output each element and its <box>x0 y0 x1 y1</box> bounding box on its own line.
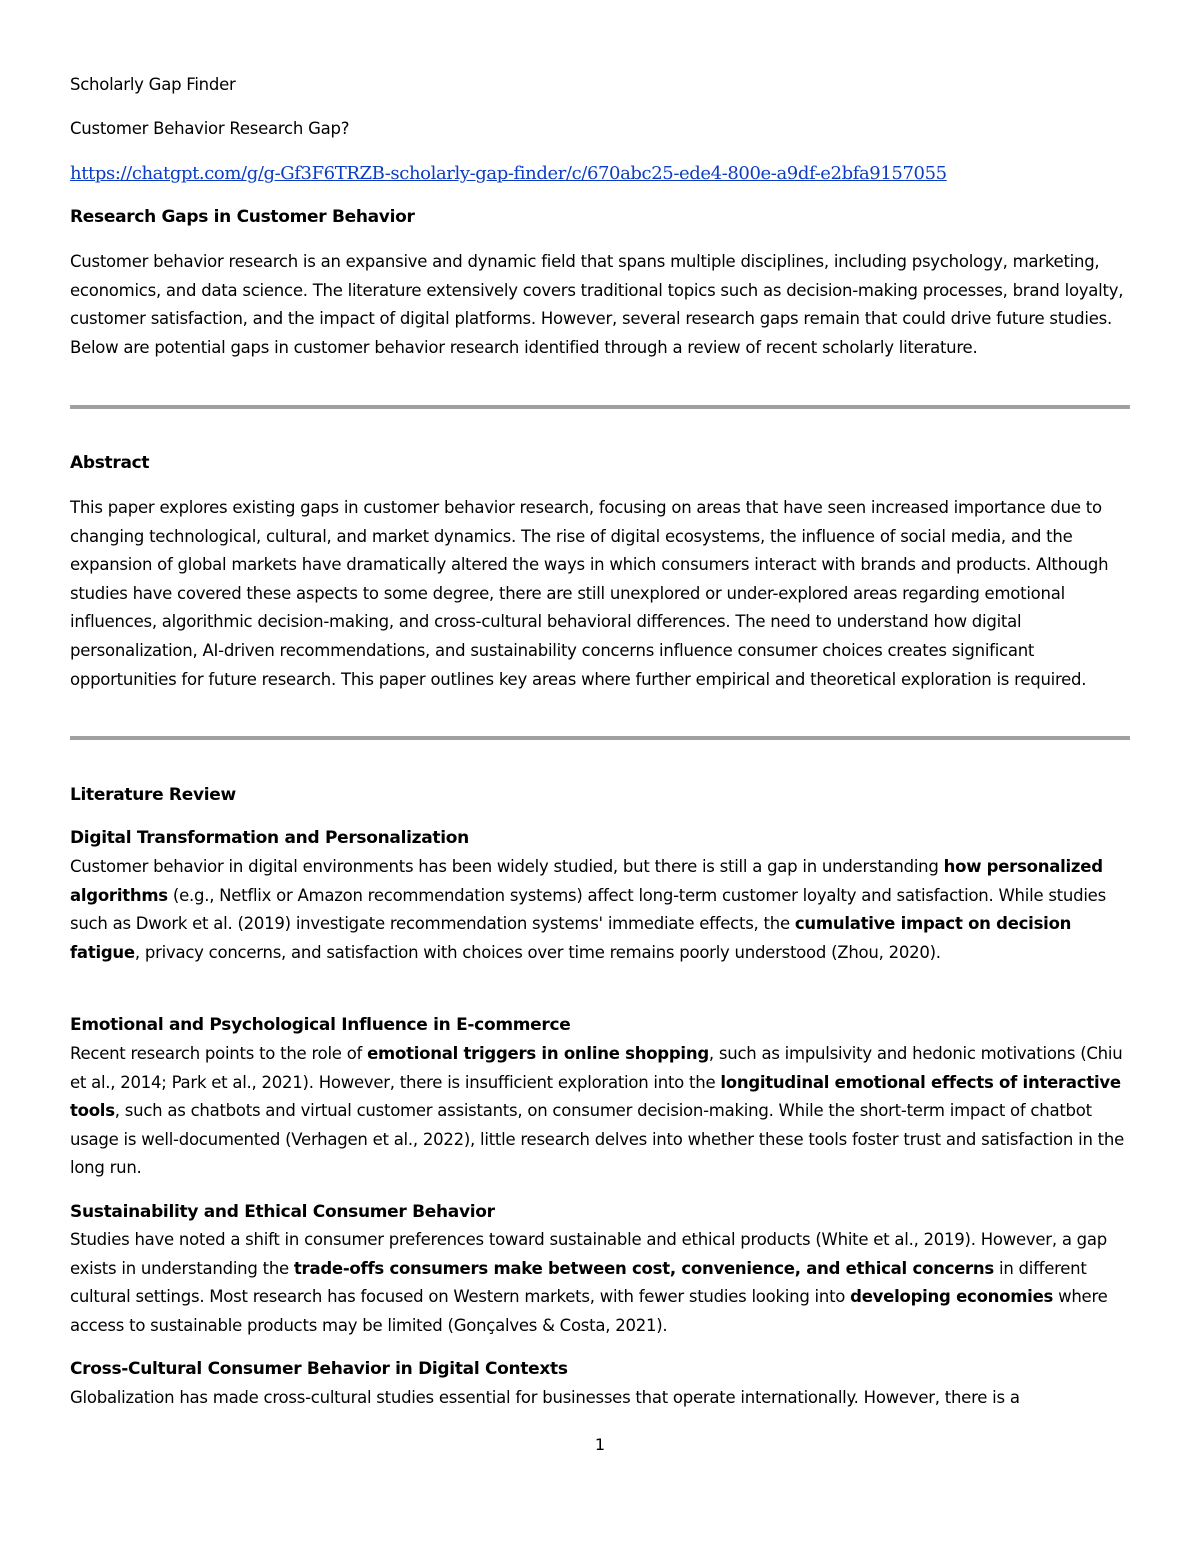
section-divider <box>70 736 1130 740</box>
literature-title: Literature Review <box>70 785 236 805</box>
abstract-body: This paper explores existing gaps in customer behavior research, focusing on areas that have seen increased importance due to changing technological, cultural, and market dynamics. The rise of digital ecosystems, the influence of social media, and the expansion of global markets have dramatically altered the ways in which consumers interact with brands and products. Although studies have covered these aspects to some degree, there are still unexplored or under-explored areas regarding emotional influences, algorithmic decision-making, and cross-cultural behavioral differences. The need to understand how digital personalization, AI-driven recommendations, and sustainability concerns influence consumer choices creates significant opportunities for future research. This paper outlines key areas where further empirical and theoretical exploration is required. <box>70 498 1109 689</box>
s4-body: Globalization has made cross-cultural studies essential for businesses that operate internationally. However, there is a <box>70 1388 1020 1407</box>
s1-body: Customer behavior in digital environments has been widely studied, but there is still a gap in understanding how personalized algorithms (e.g., Netflix or Amazon recommendation systems) affect long-term customer loyalty and satisfaction. While studies such as Dwork et al. (2019) investigate recommendation systems' immediate effects, the cumulative impact on decision fatigue, privacy concerns, and satisfaction with choices over time remains poorly understood (Zhou, 2020). <box>70 857 1106 962</box>
app-name: Scholarly Gap Finder <box>70 75 236 94</box>
s1-title: Digital Transformation and Personalization <box>70 828 469 848</box>
conversation-link[interactable]: https://chatgpt.com/g/g-Gf3F6TRZB-scholarly-gap-finder/c/670abc25-ede4-800e-a9df-e2bfa9157055 <box>70 163 947 184</box>
s2-body: Recent research points to the role of emotional triggers in online shopping, such as impulsivity and hedonic motivations (Chiu et al., 2014; Park et al., 2021). However, there is insufficient exploration into the longitudinal emotional effects of interactive tools, such as chatbots and virtual customer assistants, on consumer decision-making. While the short-term impact of chatbot usage is well-documented (Verhagen et al., 2022), little research delves into whether these tools foster trust and satisfaction in the long run. <box>70 1044 1124 1178</box>
s2-title: Emotional and Psychological Influence in E-commerce <box>70 1015 571 1035</box>
page-number: 1 <box>594 1435 606 1454</box>
query-text: Customer Behavior Research Gap? <box>70 119 350 138</box>
intro-title: Research Gaps in Customer Behavior <box>70 207 415 227</box>
abstract-title: Abstract <box>70 453 150 473</box>
s4-title: Cross-Cultural Consumer Behavior in Digital Contexts <box>70 1359 568 1379</box>
s3-title: Sustainability and Ethical Consumer Behavior <box>70 1202 495 1222</box>
s3-body: Studies have noted a shift in consumer preferences toward sustainable and ethical products (White et al., 2019). However, a gap exists in understanding the trade-offs consumers make between cost, convenience, and ethical concerns in different cultural settings. Most research has focused on Western markets, with fewer studies looking into developing economies where access to sustainable products may be limited (Gonçalves & Costa, 2021). <box>70 1230 1108 1335</box>
intro-body: Customer behavior research is an expansive and dynamic field that spans multiple disciplines, including psychology, marketing, economics, and data science. The literature extensively covers traditional topics such as decision-making processes, brand loyalty, customer satisfaction, and the impact of digital platforms. However, several research gaps remain that could drive future studies. Below are potential gaps in customer behavior research identified through a review of recent scholarly literature. <box>70 252 1124 357</box>
section-divider <box>70 405 1130 409</box>
